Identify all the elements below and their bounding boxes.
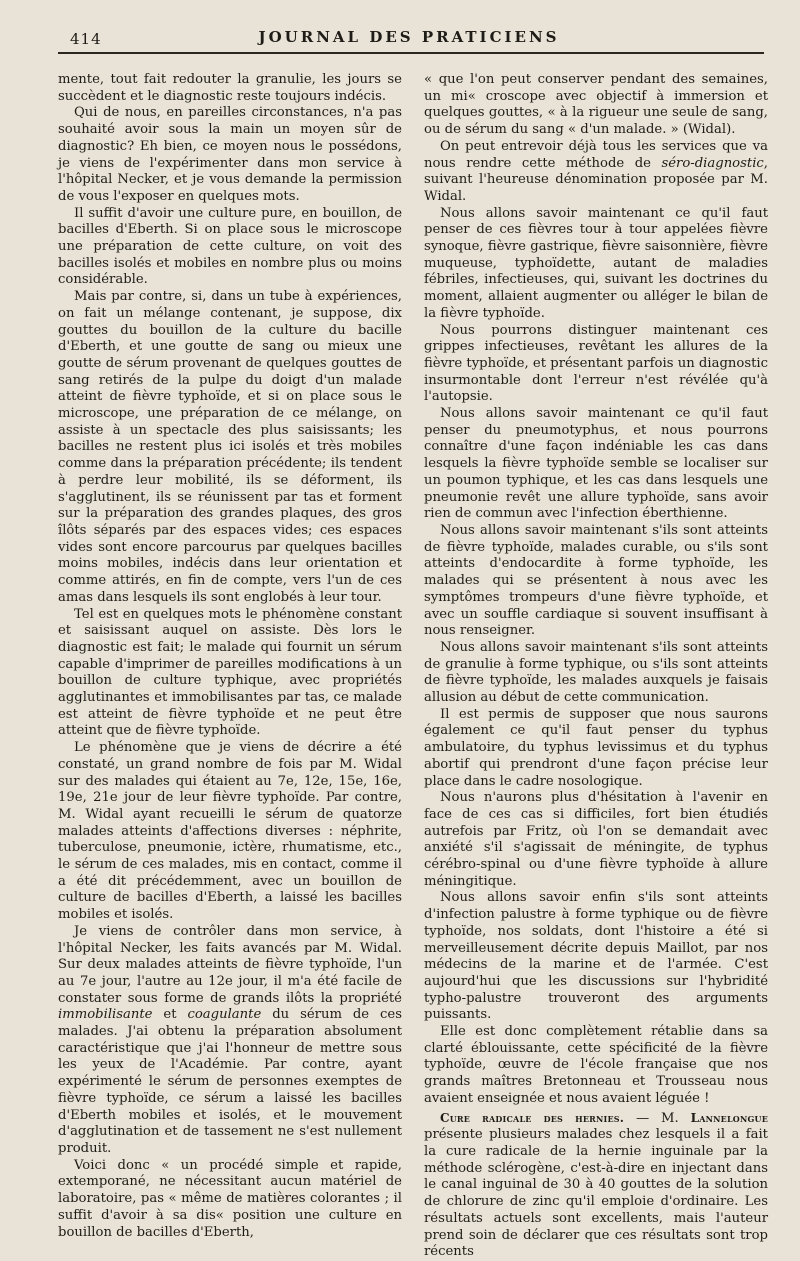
paragraph: Elle est donc complètement rétablie dans sa clarté éblouissante, cette spécificité de la fièvre typhoïde, œuvre de l'école française que nos grands maîtres Bretonneau et Trousseau nous avaient enseignée et nous avaient léguée ! [424,1024,768,1106]
paragraph: « que l'on peut conserver pendant des semaines, un mi« croscope avec objectif à immersion et quelques gouttes, « à la rigueur une seule de sang, ou de sérum du sang « d'un malade. » (Widal). [424,72,768,138]
text-run: , suivant l'heureuse dénomination proposée par M. Widal. [424,155,768,204]
text-run: — M. [624,1110,691,1126]
paragraph: Nous allons savoir maintenant s'ils sont atteints de fièvre typhoïde, malades curable, ou s'ils sont atteints d'endocardite à forme typhoïde, les malades qui se présentent à nous avec les symptômes trompeurs d'une fièvre typhoïde, et avec un souffle cardiaque si souvent insuffisant à nous renseigner. [424,522,768,639]
page-number: 414 [70,30,102,48]
paragraph: mente, tout fait redouter la granulie, les jours se succèdent et le diagnostic reste toujours indécis. [58,72,402,104]
text-run: présente plusieurs malades chez lesquels il a fait la cure radicale de la hernie inguinale par la méthode sclérogène, c'est-à-dire en injectant dans le canal inguinal de 30 à 40 gouttes de la solution de chlorure de zinc qu'il emploie d'ordinaire. Les résultats actuels sont excellents, mais l'auteur prend soin de déclarer que ces résultats sont trop récents [424,1127,768,1260]
paragraph: Il suffit d'avoir une culture pure, en bouillon, de bacilles d'Eberth. Si on place sous le microscope une préparation de cette culture, on voit des bacilles isolés et mobiles en nombre plus ou moins considérable. [58,205,402,288]
author-name: Lannelongue [690,1110,768,1125]
paragraph: Qui de nous, en pareilles circonstances, n'a pas souhaité avoir sous la main un moyen sûr de diagnostic? Eh bien, ce moyen nous le possédons, je viens de l'expérimenter dans mon service à l'hôpital Necker, et je vous demande la permission de vous l'exposer en quelques mots. [58,105,402,204]
paragraph: Nous allons savoir maintenant ce qu'il faut penser de ces fièvres tour à tour appelées fièvre synoque, fièvre gastrique, fièvre saisonnière, fièvre muqueuse, typhoïdette, autant de maladies fébriles, infectieuses, qui, suivant les doctrines du moment, allaient augmenter ou alléger le bilan de la fièvre typhoïde. [424,205,768,321]
paragraph: Nous allons savoir maintenant s'ils sont atteints de granulie à forme typhique, ou s'ils sont atteints de fièvre typhoïde, les malades auxquels je faisais allusion au début de cette communication. [424,639,768,706]
text-run: Je viens de contrôler dans mon service, à l'hôpital Necker, les faits avancés par M. Widal. Sur deux malades atteints de fièvre typhoïde, l'un au 7e jour, l'autre au 12e jour, il m'a été facile de constater sous forme de grands ilôts la propriété [58,923,402,1006]
paragraph [424,139,768,206]
paragraph: Nous allons savoir maintenant ce qu'il faut penser du pneumotyphus, et nous pourrons connaître d'une façon indéniable les cas dans lesquels la fièvre typhoïde semble se localiser sur un poumon typhique, et les cas dans lesquels une pneumonie revêt une allure typhoïde, sans avoir rien de commun avec l'infection éberthienne. [424,406,768,522]
paragraph: Voici donc « un procédé simple et rapide, extemporané, ne nécessitant aucun matériel de laboratoire, pas « même de matières colorantes ; il suffit d'avoir à sa dis« position une culture en bouillon de bacilles d'Eberth, [58,1157,402,1240]
journal-title: JOURNAL DES PRATICIENS [258,28,560,46]
paragraph: Il est permis de supposer que nous saurons également ce qu'il faut penser du typhus ambulatoire, du typhus levissimus et du typhus abortif qui prendront d'une façon précise leur place dans le cadre nosologique. [424,706,768,789]
header-rule [58,52,764,54]
section-paragraph [424,1110,768,1261]
italic-term: coagulante [187,1007,262,1023]
right-column [424,72,768,1261]
text-run: et [152,1007,188,1023]
paragraph [58,924,402,1158]
page-header [58,22,760,48]
paragraph: Nous pourrons distinguer maintenant ces grippes infectieuses, revêtant les allures de la fièvre typhoïde, et présentant parfois un diagnostic insurmontable dont l'erreur n'est révélée qu'à l'autopsie. [424,322,768,405]
section-heading: Cure radicale des hernies. [440,1110,625,1125]
paragraph: Nous allons savoir enfin s'ils sont atteints d'infection palustre à forme typhique ou de fièvre typhoïde, nos soldats, dont l'histoire a été si merveilleusement décrite depuis Maillot, par nos médecins de la marine et de l'armée. C'est aujourd'hui que les discussions sur l'hybridité typho-palustre trouveront des arguments puissants. [424,890,768,1023]
italic-term: immobilisante [58,1007,153,1023]
paragraph: Le phénomène que je viens de décrire a été constaté, un grand nombre de fois par M. Widal sur des malades qui étaient au 7e, 12e, 15e, 16e, 19e, 21e jour de leur fièvre typhoïde. Par contre, M. Widal ayant recueilli le sérum de quatorze malades atteints d'affections diverses : néphrite, tuberculose, pneumonie, ictère, rhumatisme, etc., le sérum de ces malades, mis en contact, comme il a été dit précédemment, avec un bouillon de culture de bacilles d'Eberth, a laissé les bacilles mobiles et isolés. [58,740,402,923]
text-run: On peut entrevoir déjà tous les services que va nous rendre cette méthode de [424,138,768,171]
left-column [58,72,402,1241]
italic-term: séro-diagnostic [661,155,764,171]
paragraph: Tel est en quelques mots le phénomène constant et saisissant auquel on assiste. Dès lors le diagnostic est fait; le malade qui fournit un sérum capable d'imprimer de pareilles modifications à un bouillon de culture typhique, avec propriétés agglutinantes et immobilisantes par tas, ce malade est atteint de fièvre typhoïde et ne peut être atteint que de fièvre typhoïde. [58,606,402,739]
paragraph: Nous n'aurons plus d'hésitation à l'avenir en face de ces cas si difficiles, fort bien étudiés autrefois par Fritz, où l'on se demandait avec anxiété s'il s'agissait de méningite, de typhus cérébro-spinal ou d'une fièvre typhoïde à allure méningitique. [424,790,768,889]
paragraph: Mais par contre, si, dans un tube à expériences, on fait un mélange contenant, je suppose, dix gouttes du bouillon de la culture du bacille d'Eberth, et une goutte de sang ou mieux une goutte de sérum provenant de quelques gouttes de sang retirés de la pulpe du doigt d'un malade atteint de fièvre typhoïde, et si on place sous le microscope, une préparation de ce mélange, on assiste à un spectacle des plus saisissants; les bacilles ne restent plus ici isolés et très mobiles comme dans la préparation précédente; ils tendent à perdre leur mobilité, ils se déforment, ils s'agglutinent, ils se réunissent par tas et forment sur la préparation des grandes plaques, des gros îlôts séparés par des espaces vides; ces espaces vides sont encore parcourus par quelques bacilles moins mobiles, indécis dans leur orientation et comme attirés, en fin de compte, vers l'un de ces amas dans lesquels ils sont englobés à leur tour. [58,289,402,605]
text-run: du sérum de ces malades. J'ai obtenu la préparation absolument caractéristique que j'ai l'honneur de mettre sous les yeux de l'Académie. Par contre, ayant expérimenté le sérum de personnes exemptes de fièvre typhoïde, ce sérum a laissé les bacilles d'Eberth mobiles et isolés, et le mouvement d'agglutination et de tassement ne s'est nullement produit. [58,1007,402,1156]
